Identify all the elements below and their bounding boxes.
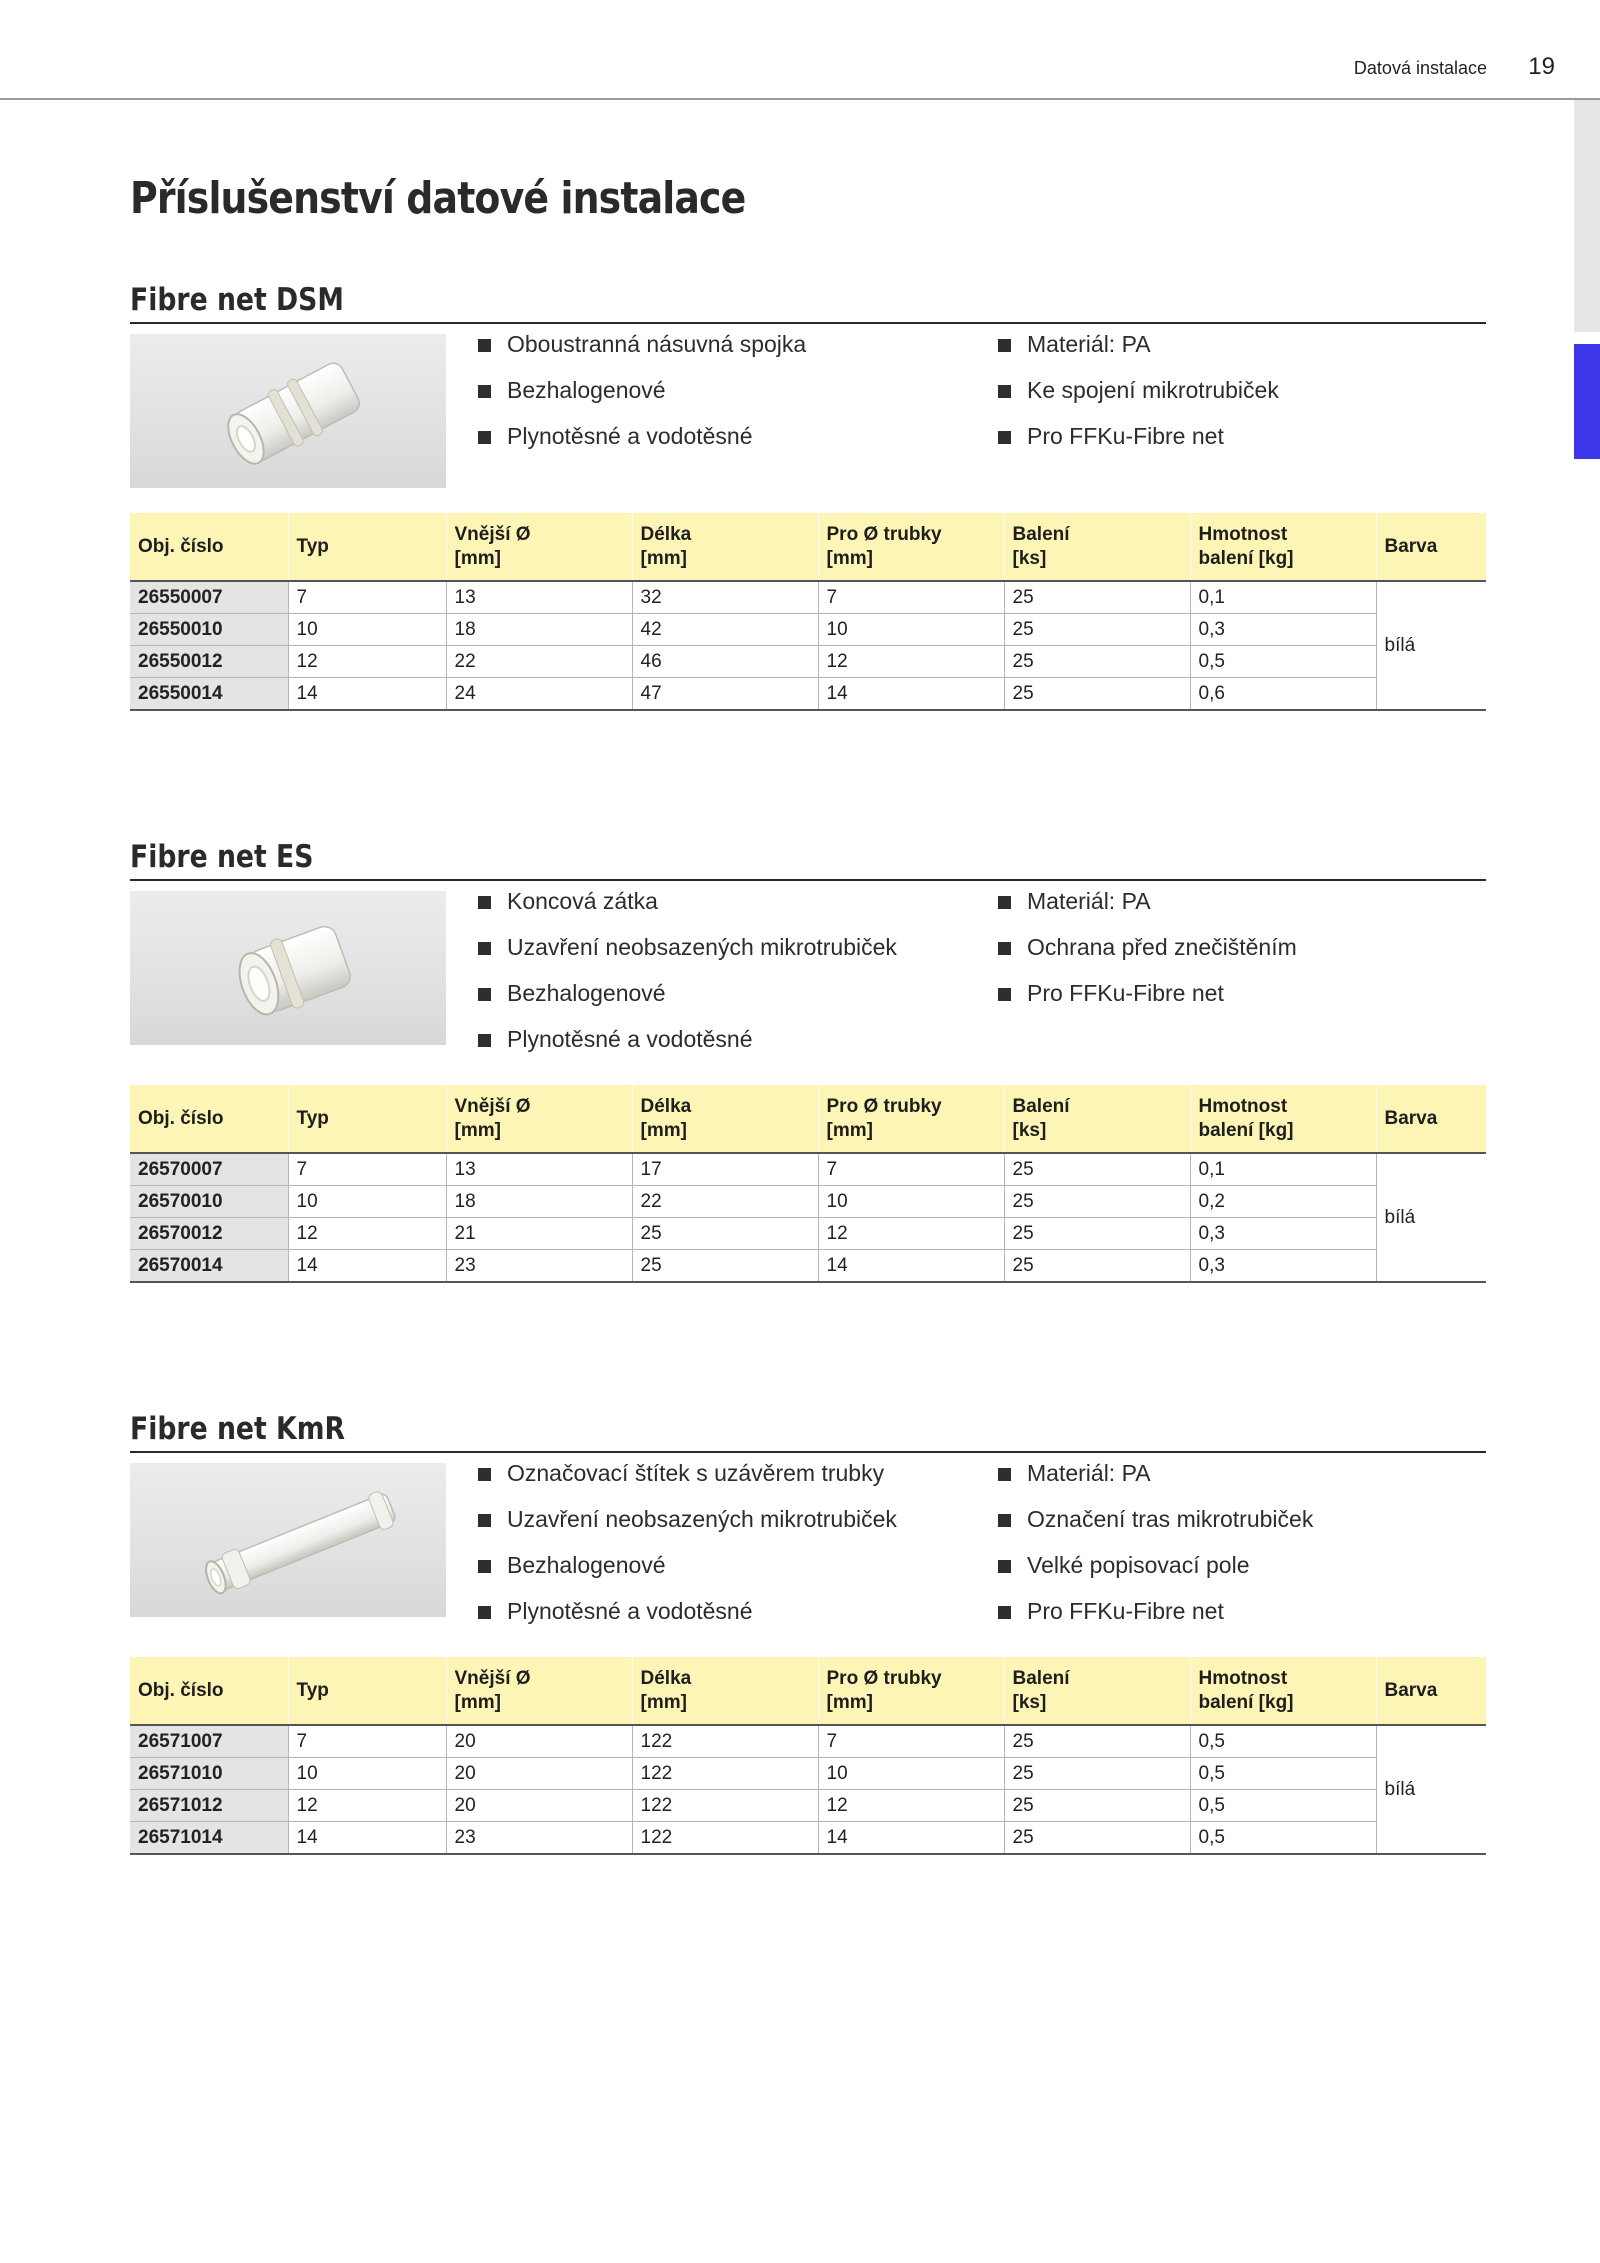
table-cell: 24 (446, 678, 632, 711)
table-cell: 12 (288, 1218, 446, 1250)
table-cell: 0,5 (1190, 1725, 1376, 1758)
product-section-es (130, 839, 1486, 1289)
product-photo (130, 891, 446, 1045)
feature-list (476, 332, 806, 470)
table-row (130, 1758, 1486, 1790)
table-cell: 32 (632, 581, 818, 614)
colour-cell: bílá (1376, 581, 1486, 710)
table-row (130, 1790, 1486, 1822)
column-header: Pro Ø trubky [mm] (818, 1085, 1004, 1153)
feature-item: Uzavření neobsazených mikrotrubiček (476, 1507, 897, 1553)
table-cell: 47 (632, 678, 818, 711)
spec-table (130, 1085, 1486, 1283)
table-cell: 13 (446, 1153, 632, 1186)
table-cell: 12 (818, 1790, 1004, 1822)
order-number: 26571012 (130, 1790, 288, 1822)
bullet-icon (478, 1468, 491, 1481)
table-cell: 12 (288, 646, 446, 678)
table-cell: 25 (1004, 1250, 1190, 1283)
feature-item: Pro FFKu-Fibre net (996, 981, 1297, 1027)
product-photo (130, 334, 446, 488)
spec-table (130, 1657, 1486, 1855)
section-title: Fibre net KmR (130, 1411, 345, 1447)
table-cell: 25 (1004, 581, 1190, 614)
feature-item: Ke spojení mikrotrubiček (996, 378, 1279, 424)
page-title: Příslušenství datové instalace (130, 173, 746, 224)
column-header: Hmotnost balení [kg] (1190, 1657, 1376, 1725)
table-cell: 25 (1004, 1153, 1190, 1186)
table-cell: 25 (1004, 1758, 1190, 1790)
section-divider (130, 1451, 1486, 1453)
table-cell: 13 (446, 581, 632, 614)
column-header: Délka [mm] (632, 1657, 818, 1725)
table-cell: 22 (446, 646, 632, 678)
table-cell: 25 (1004, 1790, 1190, 1822)
order-number: 26570010 (130, 1186, 288, 1218)
bullet-icon (478, 988, 491, 1001)
bullet-icon (998, 988, 1011, 1001)
order-number: 26571010 (130, 1758, 288, 1790)
colour-cell: bílá (1376, 1725, 1486, 1854)
feature-item: Bezhalogenové (476, 1553, 897, 1599)
table-cell: 7 (818, 1153, 1004, 1186)
feature-item: Pro FFKu-Fibre net (996, 424, 1279, 470)
feature-list (996, 889, 1297, 1027)
table-cell: 12 (818, 646, 1004, 678)
table-cell: 7 (288, 1725, 446, 1758)
product-section-kmr (130, 1411, 1486, 1861)
colour-cell: bílá (1376, 1153, 1486, 1282)
table-cell: 12 (288, 1790, 446, 1822)
feature-item: Oboustranná násuvná spojka (476, 332, 806, 378)
table-cell: 10 (288, 1186, 446, 1218)
table-cell: 14 (288, 1250, 446, 1283)
bullet-icon (998, 1560, 1011, 1573)
coupling-image (130, 334, 446, 488)
table-cell: 25 (1004, 1822, 1190, 1855)
table-cell: 18 (446, 614, 632, 646)
table-cell: 7 (818, 1725, 1004, 1758)
bullet-icon (998, 942, 1011, 955)
table-cell: 20 (446, 1725, 632, 1758)
column-header: Hmotnost balení [kg] (1190, 513, 1376, 581)
column-header: Balení [ks] (1004, 513, 1190, 581)
feature-item: Velké popisovací pole (996, 1553, 1313, 1599)
section-divider (130, 322, 1486, 324)
order-number: 26571007 (130, 1725, 288, 1758)
bullet-icon (478, 1560, 491, 1573)
table-row (130, 581, 1486, 614)
table-cell: 0,5 (1190, 1790, 1376, 1822)
column-header: Pro Ø trubky [mm] (818, 1657, 1004, 1725)
page-number: 19 (1528, 53, 1555, 80)
order-number: 26571014 (130, 1822, 288, 1855)
column-header: Délka [mm] (632, 513, 818, 581)
table-cell: 23 (446, 1822, 632, 1855)
table-cell: 25 (632, 1250, 818, 1283)
table-cell: 0,5 (1190, 646, 1376, 678)
table-cell: 0,5 (1190, 1822, 1376, 1855)
column-header: Balení [ks] (1004, 1657, 1190, 1725)
table-header-row (130, 1085, 1486, 1153)
table-cell: 7 (288, 581, 446, 614)
order-number: 26550014 (130, 678, 288, 711)
marker-plug-image (130, 1463, 446, 1617)
table-row (130, 1725, 1486, 1758)
table-cell: 10 (818, 614, 1004, 646)
table-cell: 25 (1004, 614, 1190, 646)
bullet-icon (998, 431, 1011, 444)
bullet-icon (478, 339, 491, 352)
end-cap-image (130, 891, 446, 1045)
table-row (130, 1186, 1486, 1218)
order-number: 26550010 (130, 614, 288, 646)
section-title: Fibre net DSM (130, 282, 344, 318)
table-cell: 10 (818, 1186, 1004, 1218)
table-cell: 42 (632, 614, 818, 646)
column-header: Vnější Ø [mm] (446, 1657, 632, 1725)
feature-item: Materiál: PA (996, 1461, 1313, 1507)
table-cell: 122 (632, 1725, 818, 1758)
table-cell: 0,3 (1190, 1250, 1376, 1283)
feature-item: Bezhalogenové (476, 981, 897, 1027)
table-cell: 20 (446, 1790, 632, 1822)
table-cell: 0,5 (1190, 1758, 1376, 1790)
table-row (130, 1250, 1486, 1283)
bullet-icon (478, 942, 491, 955)
order-number: 26550012 (130, 646, 288, 678)
table-cell: 25 (632, 1218, 818, 1250)
product-photo (130, 1463, 446, 1617)
table-cell: 7 (818, 581, 1004, 614)
bullet-icon (478, 1606, 491, 1619)
column-header: Barva (1376, 1657, 1486, 1725)
table-cell: 0,3 (1190, 614, 1376, 646)
table-cell: 25 (1004, 1186, 1190, 1218)
table-cell: 14 (288, 1822, 446, 1855)
table-cell: 0,3 (1190, 1218, 1376, 1250)
feature-item: Materiál: PA (996, 889, 1297, 935)
table-cell: 25 (1004, 1218, 1190, 1250)
feature-item: Koncová zátka (476, 889, 897, 935)
table-cell: 18 (446, 1186, 632, 1218)
table-cell: 14 (288, 678, 446, 711)
page-header (0, 0, 1600, 100)
table-cell: 10 (288, 1758, 446, 1790)
side-tab-inactive (1574, 100, 1600, 332)
bullet-icon (998, 896, 1011, 909)
order-number: 26570014 (130, 1250, 288, 1283)
bullet-icon (478, 896, 491, 909)
column-header: Vnější Ø [mm] (446, 513, 632, 581)
feature-item: Plynotěsné a vodotěsné (476, 1599, 897, 1645)
table-cell: 122 (632, 1758, 818, 1790)
bullet-icon (998, 1514, 1011, 1527)
column-header: Barva (1376, 513, 1486, 581)
bullet-icon (998, 1468, 1011, 1481)
header-divider (0, 98, 1600, 100)
table-row (130, 1822, 1486, 1855)
section-divider (130, 879, 1486, 881)
table-cell: 12 (818, 1218, 1004, 1250)
bullet-icon (478, 1034, 491, 1047)
feature-list (996, 332, 1279, 470)
table-cell: 10 (818, 1758, 1004, 1790)
table-row (130, 1153, 1486, 1186)
feature-item: Plynotěsné a vodotěsné (476, 1027, 897, 1073)
table-cell: 17 (632, 1153, 818, 1186)
feature-list (476, 889, 897, 1073)
table-cell: 25 (1004, 646, 1190, 678)
column-header: Pro Ø trubky [mm] (818, 513, 1004, 581)
table-cell: 0,1 (1190, 581, 1376, 614)
table-cell: 122 (632, 1790, 818, 1822)
column-header: Typ (288, 1085, 446, 1153)
bullet-icon (998, 339, 1011, 352)
table-cell: 14 (818, 1250, 1004, 1283)
column-header: Obj. číslo (130, 513, 288, 581)
table-cell: 0,6 (1190, 678, 1376, 711)
product-section-dsm (130, 282, 1486, 712)
bullet-icon (478, 1514, 491, 1527)
table-cell: 14 (818, 678, 1004, 711)
table-row (130, 1218, 1486, 1250)
feature-item: Ochrana před znečištěním (996, 935, 1297, 981)
column-header: Balení [ks] (1004, 1085, 1190, 1153)
column-header: Hmotnost balení [kg] (1190, 1085, 1376, 1153)
table-cell: 7 (288, 1153, 446, 1186)
column-header: Obj. číslo (130, 1085, 288, 1153)
table-cell: 122 (632, 1822, 818, 1855)
feature-item: Označovací štítek s uzávěrem trubky (476, 1461, 897, 1507)
table-cell: 20 (446, 1758, 632, 1790)
table-row (130, 678, 1486, 711)
column-header: Vnější Ø [mm] (446, 1085, 632, 1153)
table-row (130, 614, 1486, 646)
feature-list (476, 1461, 897, 1645)
column-header: Obj. číslo (130, 1657, 288, 1725)
side-tab-active (1574, 344, 1600, 459)
header-section-label: Datová instalace (1353, 58, 1487, 78)
table-cell: 23 (446, 1250, 632, 1283)
order-number: 26570012 (130, 1218, 288, 1250)
bullet-icon (998, 385, 1011, 398)
table-cell: 22 (632, 1186, 818, 1218)
feature-item: Pro FFKu-Fibre net (996, 1599, 1313, 1645)
table-cell: 21 (446, 1218, 632, 1250)
column-header: Délka [mm] (632, 1085, 818, 1153)
table-cell: 14 (818, 1822, 1004, 1855)
order-number: 26570007 (130, 1153, 288, 1186)
table-cell: 46 (632, 646, 818, 678)
order-number: 26550007 (130, 581, 288, 614)
feature-item: Plynotěsné a vodotěsné (476, 424, 806, 470)
bullet-icon (998, 1606, 1011, 1619)
bullet-icon (478, 385, 491, 398)
column-header: Barva (1376, 1085, 1486, 1153)
bullet-icon (478, 431, 491, 444)
feature-item: Bezhalogenové (476, 378, 806, 424)
section-title: Fibre net ES (130, 839, 314, 875)
table-cell: 25 (1004, 1725, 1190, 1758)
table-header-row (130, 1657, 1486, 1725)
column-header: Typ (288, 513, 446, 581)
column-header: Typ (288, 1657, 446, 1725)
spec-table (130, 513, 1486, 711)
table-row (130, 646, 1486, 678)
table-cell: 0,1 (1190, 1153, 1376, 1186)
table-cell: 25 (1004, 678, 1190, 711)
table-cell: 10 (288, 614, 446, 646)
feature-item: Uzavření neobsazených mikrotrubiček (476, 935, 897, 981)
table-cell: 0,2 (1190, 1186, 1376, 1218)
table-header-row (130, 513, 1486, 581)
feature-item: Označení tras mikrotrubiček (996, 1507, 1313, 1553)
feature-list (996, 1461, 1313, 1645)
feature-item: Materiál: PA (996, 332, 1279, 378)
